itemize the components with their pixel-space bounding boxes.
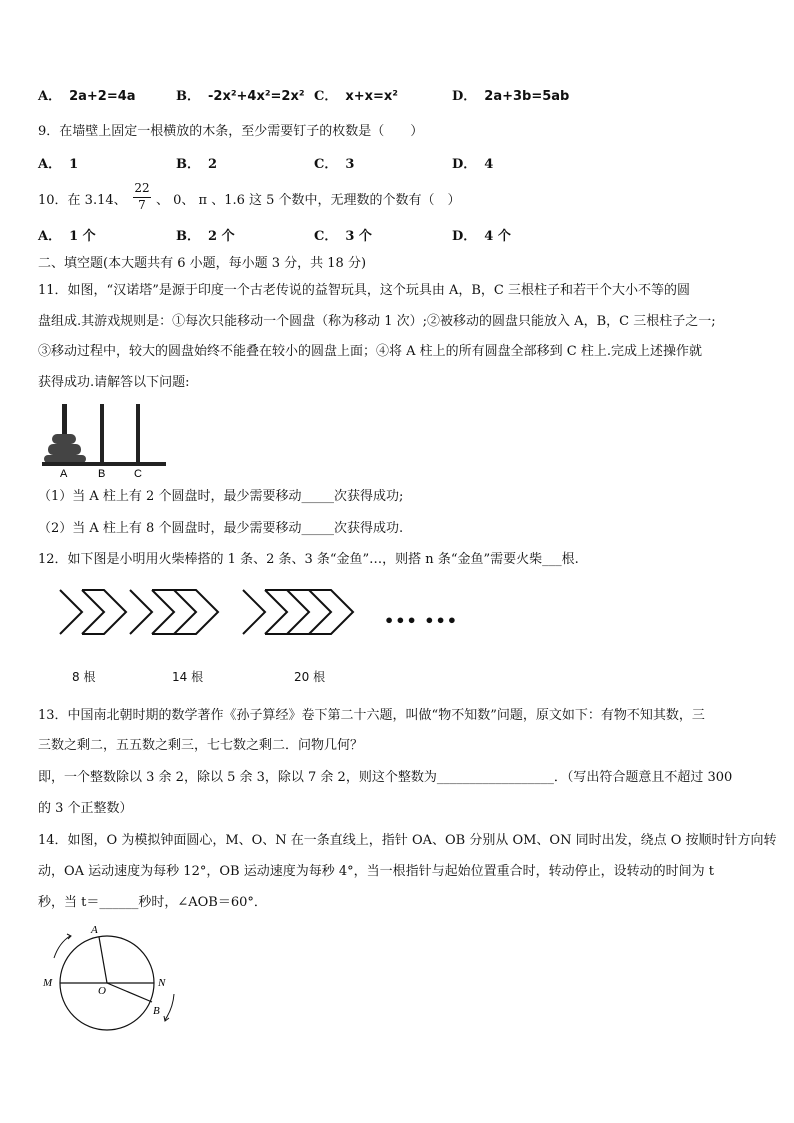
q10-option-b: B． 2 个 [176,229,235,244]
q10-option-c: C． 3 个 [314,229,372,244]
q8-option-d: D． 2a+3b=5ab [452,89,570,104]
point-label-o: O [98,985,106,997]
q9-option-d: D． 4 [452,157,494,172]
q8-option-a: A． 2a+2=4a [38,89,136,104]
q11-sub-1: （1）当 A 柱上有 2 个圆盘时，最少需要移动_____次获得成功; [38,489,404,504]
disk-medium [48,444,81,455]
hanoi-tower-figure [40,400,170,480]
fish-group-1 [60,590,126,634]
q12-caption-3: 20 根 [294,670,326,684]
q14-line-1: 14．如图，O 为模拟钟面圆心，M、O、N 在一条直线上，指针 OA、OB 分别从 OM、ON 同时出发，绕点 O 按顺时针方向转 [38,833,777,848]
point-label-b: B [153,1005,160,1017]
q13-line-2: 三数之剩二，五五数之剩三，七七数之剩二．问物几何？ [38,738,364,753]
q10-fraction-denominator: 7 [138,198,146,212]
peg-label-b: B [98,468,106,480]
q12-caption-1: 8 根 [72,670,96,684]
q11-sub-2: （2）当 A 柱上有 8 个圆盘时，最少需要移动_____次获得成功. [38,521,404,536]
hand-ob [107,983,152,1002]
disk-small [52,434,76,444]
peg-c [136,404,140,462]
peg-b [100,404,104,462]
fish-shape [60,590,126,634]
disk-large [44,455,86,463]
rotation-arrow-icon [54,936,70,958]
q14-line-2: 动，OA 运动速度为每秒 12°，OB 运动速度为每秒 4°，当一根指针与起始位置重合时，转动停止，设转动的时间为 t [38,864,714,879]
q13-line-3: 即，一个整数除以 3 余 2，除以 5 余 3，除以 7 余 2，则这个整数为__________________．（写出符合题意且不超过 300 [38,770,733,785]
rotation-arrow-icon [165,994,174,1020]
section-heading: 二、填空题(本大题共有 6 小题，每小题 3 分，共 18 分) [38,256,367,271]
q11-line-4: 获得成功.请解答以下问题: [38,375,190,390]
q12-caption-2: 14 根 [172,670,204,684]
peg-label-c: C [134,468,142,480]
fish-group-2 [130,590,218,634]
q8-option-b: B． -2x²+4x²=2x² [176,89,305,104]
q13-line-1: 13．中国南北朝时期的数学著作《孙子算经》卷下第二十六题，叫做“物不知数”问题，原文如下：有物不知其数，三 [38,708,705,723]
q12-ellipsis: ••• ••• [384,611,458,630]
q10-stem-end: 、 0、 π 、1.6 这 5 个数中，无理数的个数有（ ） [156,193,461,208]
q10-fraction-numerator: 22 [134,181,150,195]
fish-shape [130,590,218,634]
q11-line-2: 盘组成.其游戏规则是：①每次只能移动一个圆盘（称为移动 1 次）;②被移动的圆盘只能放入 A，B，C 三根柱子之一; [38,314,716,329]
point-label-m: M [43,977,53,989]
q10-stem-start: 10．在 3.14、 [38,193,127,208]
q9-option-c: C． 3 [314,157,355,172]
q8-option-c: C． x+x=x² [314,89,398,104]
q10-option-d: D． 4 个 [452,229,511,244]
point-label-a: A [91,924,98,936]
q12-stem: 12．如下图是小明用火柴棒搭的 1 条、2 条、3 条“金鱼”…，则搭 n 条“金鱼”需要火柴___根. [38,552,579,567]
q9-option-a: A． 1 [38,157,79,172]
q14-line-3: 秒，当 t＝______秒时，∠AOB＝60°． [38,895,267,910]
peg-label-a: A [60,468,68,480]
fish-shape [243,590,353,634]
q10-fraction [130,181,154,212]
fish-group-3 [243,590,353,634]
q9-stem: 9．在墙壁上固定一根横放的木条，至少需要钉子的枚数是（ ） [38,124,424,139]
hand-oa [99,937,107,983]
q10-option-a: A． 1 个 [38,229,96,244]
clock-diagram [40,918,190,1028]
q11-line-3: ③移动过程中，较大的圆盘始终不能叠在较小的圆盘上面；④将 A 柱上的所有圆盘全部移到 C 柱上.完成上述操作就 [38,344,702,359]
q9-option-b: B． 2 [176,157,218,172]
q11-line-1: 11．如图，“汉诺塔”是源于印度一个古老传说的益智玩具，这个玩具由 A，B，C 三根柱子和若干个大小不等的圆 [38,283,690,298]
hanoi-base [42,462,166,466]
point-label-n: N [158,977,166,989]
q13-line-4: 的 3 个正整数） [38,801,133,816]
